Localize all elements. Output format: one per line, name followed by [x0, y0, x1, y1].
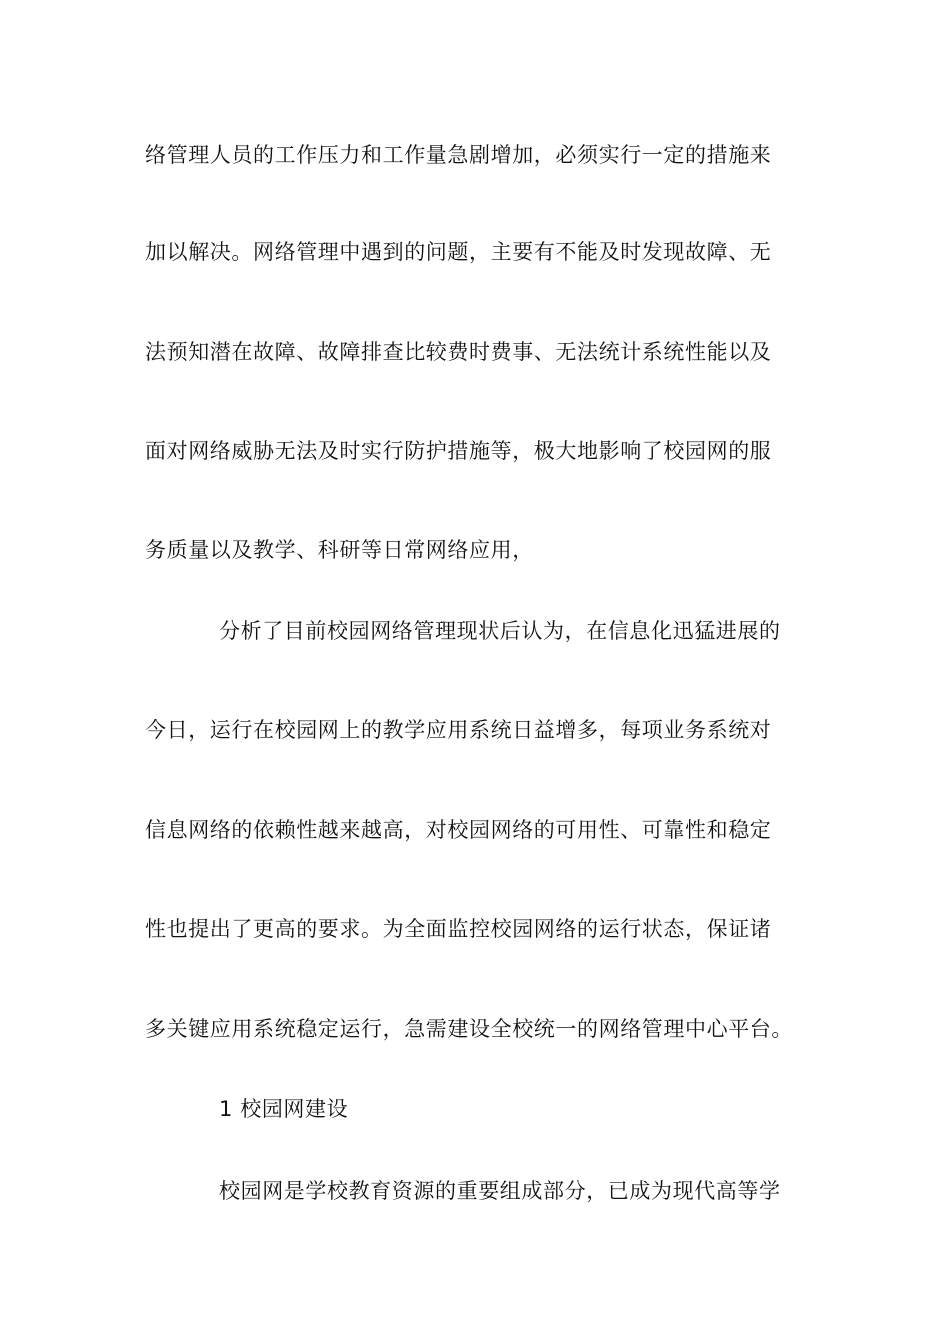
paragraph-line: 多关键应用系统稳定运行，急需建设全校统一的网络管理中心平台。 [145, 1017, 793, 1041]
paragraph-line: 加以解决。网络管理中遇到的问题，主要有不能及时发现故障、无 [145, 240, 772, 264]
paragraph-line: 法预知潜在故障、故障排查比较费时费事、无法统计系统性能以及 [145, 340, 772, 364]
paragraph-line: 络管理人员的工作压力和工作量急剧增加，必须实行一定的措施来 [145, 143, 772, 167]
paragraph-line: 面对网络威胁无法及时实行防护措施等，极大地影响了校园网的服 [145, 439, 772, 463]
paragraph-line: 务质量以及教学、科研等日常网络应用， [145, 538, 534, 562]
paragraph-line: 分析了目前校园网络管理现状后认为，在信息化迅猛进展的 [219, 619, 781, 643]
paragraph-line: 信息网络的依赖性越来越高，对校园网络的可用性、可靠性和稳定 [145, 818, 772, 842]
paragraph-line: 性也提出了更高的要求。为全面监控校园网络的运行状态，保证诸 [145, 917, 772, 941]
section-heading: 1 校园网建设 [219, 1097, 349, 1121]
paragraph-line: 今日，运行在校园网上的教学应用系统日益增多，每项业务系统对 [145, 718, 772, 742]
paragraph-line: 校园网是学校教育资源的重要组成部分，已成为现代高等学 [219, 1179, 781, 1203]
